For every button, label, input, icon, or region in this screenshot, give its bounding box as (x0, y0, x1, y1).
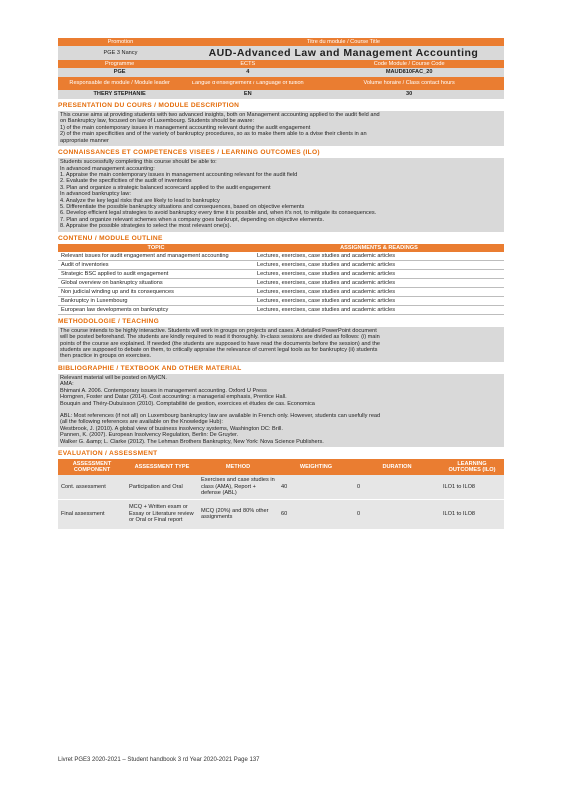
topic-cell: Global overview on bankruptcy situations (58, 278, 254, 287)
text-line: Relevant material will be posted on MyICN. (60, 374, 167, 381)
header-row-3 (58, 60, 504, 68)
language-label: Langue d'enseignement / Language of tuition (191, 80, 304, 86)
text-line: ABL: Most references (if not all) on Luxembourg bankruptcy law are available in French only. However, students can usefully read (60, 412, 381, 419)
text-line: then practice in groups on exercises. (60, 353, 152, 360)
table-row (58, 287, 504, 296)
table-row (58, 475, 504, 499)
text-line: on Bankruptcy law, focused on law of Luxembourg. Students should be aware: (60, 118, 255, 125)
course-title: AUD-Advanced Law and Management Accounting (208, 46, 479, 59)
evaluation-heading: EVALUATION / ASSESSMENT (58, 450, 158, 458)
text-line: AMA: (60, 381, 74, 388)
programme-value: PGE (113, 69, 126, 76)
eval-header-weighting: WEIGHTING (278, 459, 354, 475)
course-sheet (58, 38, 504, 530)
text-line: Bouquin and Théry-Dubuisson (2010). Comptabilité de gestion, exercices et études de cas. Economica (60, 400, 315, 407)
eval-type: Participation and Oral (126, 475, 198, 499)
text-line: (all the following references are available on the Knowledge Hub): (60, 419, 223, 426)
text-line: Walker G. &amp; L. Clarke (2012). The Lehman Brothers Bankruptcy, New York: Nova Science Publishers. (60, 438, 324, 445)
topic-cell: Bankruptcy in Luxembourg (58, 296, 254, 305)
text-line: 5. Differentiate the possible bankruptcy situations and consequences, based on objective elements (60, 204, 305, 211)
text-line: will be posted beforehand. The students are kindly required to read it thoroughly. In-class sessions are divided as follows: (i) main (60, 334, 380, 341)
contact-hours-value: 30 (406, 91, 413, 98)
header-row-4 (58, 68, 504, 77)
header-row-6 (58, 90, 504, 99)
text-line: students are supposed to debate on them, to critically appraise the relevance of current legal tools as for bankruptcy (ii) students (60, 347, 378, 354)
eval-header-ilo: LEARNING OUTCOMES (ILO) (440, 459, 504, 475)
outline-table (58, 244, 504, 315)
text-line: Horngren, Foster and Datar (2014). Cost accounting: a managerial emphasis, Prentice Hall. (60, 394, 287, 401)
text-line: 8. Appraise the possible strategies to select the most relevant one(s). (60, 223, 232, 230)
text-line: points of the course are explained. If needed (the students are supposed to have read the documents before the session) and the (60, 340, 380, 347)
assign-cell: Lectures, exercises, case studies and academic articles (254, 287, 504, 296)
text-line: 6. Develop efficient legal strategies to avoid bankruptcy every time it is possible and, when it's not, to mitigate its consequences. (60, 210, 377, 217)
eval-weight: 40 (278, 475, 354, 499)
presentation-text (58, 111, 504, 146)
topic-header: TOPIC (58, 244, 254, 252)
topic-cell: Non judicial winding up and its consequences (58, 287, 254, 296)
text-line: 2) of the main specificities and of the variety of bankruptcy procedures, so as to make them able to a dvise their clients in an (60, 131, 367, 138)
header-row-5 (58, 77, 504, 90)
table-row (58, 296, 504, 305)
text-line: 1) of the main contemporary issues in management accounting relevant during the audit engagement (60, 124, 311, 131)
eval-duration: 0 (354, 499, 440, 529)
text-line: This course aims at providing students with two advanced insights, both on Management accounting applied to the audit field and (60, 112, 380, 118)
eval-component: Final assessment (58, 499, 126, 529)
text-line: appropriate manner (60, 137, 109, 144)
course-code-value: MAUD810FAC_20 (385, 69, 433, 76)
outline-heading: CONTENU / MODULE OUTLINE (58, 234, 163, 242)
eval-duration: 0 (354, 475, 440, 499)
table-row (58, 278, 504, 287)
table-row (58, 305, 504, 314)
page-footer: Livret PGE3 2020-2021 – Student handbook 3 rd Year 2020-2021 Page 137 (58, 757, 260, 763)
topic-cell: Relevant issues for audit engagement and management accounting (58, 252, 254, 261)
text-line: 3. Plan and organize a strategic balanced scorecard applied to the audit engagement (60, 184, 271, 191)
table-row (58, 499, 504, 529)
table-row (58, 252, 504, 261)
outcomes-heading: CONNAISSANCES ET COMPETENCES VISEES / LEARNING OUTCOMES (ILO) (58, 149, 320, 157)
text-line: The course intends to be highly interactive. Students will work in groups on projects and cases. A detailed PowerPoint document (60, 327, 377, 334)
ects-value: 4 (246, 69, 250, 76)
header-row-2 (58, 46, 504, 60)
eval-header-type: ASSESSMENT TYPE (126, 459, 198, 475)
text-line: 7. Plan and organize relevant schemes when a company goes bankrupt, depending on objective elements. (60, 216, 325, 223)
text-line: In advanced bankruptcy law: (60, 191, 131, 198)
eval-header-duration: DURATION (354, 459, 440, 475)
evaluation-table (58, 459, 504, 530)
assign-cell: Lectures, exercises, case studies and academic articles (254, 260, 504, 269)
assign-cell: Lectures, exercises, case studies and academic articles (254, 305, 504, 314)
promotion-value: PGE 3 Nancy (103, 49, 138, 56)
assign-cell: Lectures, exercises, case studies and academic articles (254, 278, 504, 287)
text-line: 4. Analyze the key legal risks that are likely to lead to bankruptcy (60, 197, 220, 204)
table-row (58, 269, 504, 278)
topic-cell: European law developments on bankruptcy (58, 305, 254, 314)
eval-component: Cont. assessment (58, 475, 126, 499)
presentation-heading: PRESENTATION DU COURS / MODULE DESCRIPTION (58, 102, 240, 109)
methodology-text (58, 327, 504, 362)
text-line: In advanced management accounting: (60, 165, 155, 172)
table-header-row (58, 459, 504, 475)
eval-method: Exercises and case studies in class (AMA), Report + defense (ABL) (198, 475, 278, 499)
eval-ilo: ILO1 to ILO8 (440, 499, 504, 529)
text-line: Westbrook, J. (2010). A global view of business insolvency systems, Washington DC: Brill. (60, 425, 283, 432)
contact-hours-label: Volume horaire / Class contact hours (363, 80, 455, 87)
language-value: EN (243, 91, 252, 98)
topic-cell: Audit of inventories (58, 260, 254, 269)
module-leader-label: Responsable de module / Module leader (69, 80, 170, 87)
assign-cell: Lectures, exercises, case studies and academic articles (254, 296, 504, 305)
text-line: Students successfully completing this course should be able to: (60, 159, 217, 166)
bibliography-heading: BIBLIOGRAPHIE / TEXTBOOK AND OTHER MATERIAL (58, 364, 242, 372)
text-line: Bhimani A. 2006. Contemporary issues in management accounting. Oxford U Press (60, 387, 267, 394)
eval-type: MCQ + Written exam or Essay or Literature review or Oral or Final report (126, 499, 198, 529)
module-leader-value: THERY STEPHANIE (93, 91, 146, 98)
methodology-heading: METHODOLOGIE / TEACHING (58, 317, 160, 325)
eval-ilo: ILO1 to ILO8 (440, 475, 504, 499)
bibliography-text (58, 374, 504, 447)
text-line: 2. Evaluate the specificities of the audit of inventories (60, 178, 192, 185)
eval-weight: 60 (278, 499, 354, 529)
topic-cell: Strategic BSC applied to audit engagement (58, 269, 254, 278)
table-row (58, 260, 504, 269)
course-code-label: Code Module / Course Code (373, 60, 445, 67)
text-line: 1. Appraise the main contemporary issues in management accounting relevant for the audit field (60, 171, 298, 178)
text-line: Pannen, K. (2007). European Insolvency Regulation, Berlin: De Gruyter. (60, 432, 239, 439)
assign-cell: Lectures, exercises, case studies and academic articles (254, 252, 504, 261)
outcomes-text (58, 158, 504, 232)
eval-method: MCQ (20%) and 80% other assignments (198, 499, 278, 529)
course-title-label: Titre du module / Course Title (306, 38, 381, 45)
assign-cell: Lectures, exercises, case studies and academic articles (254, 269, 504, 278)
eval-header-method: METHOD (198, 459, 278, 475)
header-row-1 (58, 38, 504, 46)
table-header-row (58, 244, 504, 252)
ects-label: ECTS (240, 60, 256, 67)
programme-label: Programme (105, 60, 135, 67)
eval-header-component: ASSESSMENT COMPONENT (58, 459, 126, 475)
promotion-label: Promotion (107, 38, 134, 45)
assignments-header: ASSIGNMENTS & READINGS (254, 244, 504, 252)
